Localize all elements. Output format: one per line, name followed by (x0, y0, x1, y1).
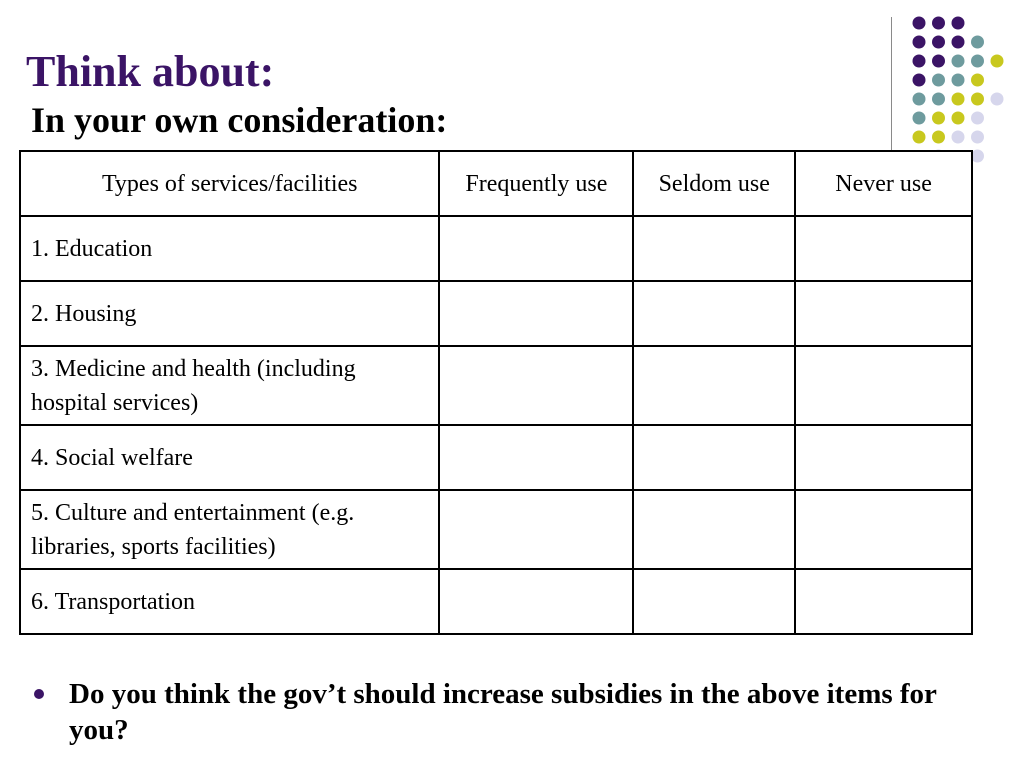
cell-frequently-use (439, 569, 633, 634)
header-never-use: Never use (795, 151, 972, 216)
decorative-dot (952, 112, 965, 125)
table-row (20, 569, 972, 634)
slide-title: Think about: (26, 47, 275, 96)
decorative-dot (952, 131, 965, 144)
bullet-point-icon (34, 689, 44, 699)
decorative-dot (913, 74, 926, 87)
decorative-dot (913, 112, 926, 125)
table-row (20, 281, 972, 346)
cell-frequently-use (439, 216, 633, 281)
cell-seldom-use (633, 490, 795, 569)
row-item-housing: 2. Housing (20, 281, 439, 346)
decorative-dot (932, 74, 945, 87)
decorative-dot (971, 74, 984, 87)
row-item-education: 1. Education (20, 216, 439, 281)
decorative-dot (991, 55, 1004, 68)
table-row (20, 216, 972, 281)
decorative-dot (913, 55, 926, 68)
cell-frequently-use (439, 281, 633, 346)
cell-seldom-use (633, 569, 795, 634)
header-types-of-services: Types of services/facilities (20, 151, 439, 216)
decorative-dot (952, 93, 965, 106)
decorative-dot (971, 131, 984, 144)
cell-seldom-use (633, 216, 795, 281)
decorative-dot (952, 74, 965, 87)
cell-seldom-use (633, 281, 795, 346)
cell-frequently-use (439, 490, 633, 569)
cell-never-use (795, 425, 972, 490)
cell-seldom-use (633, 425, 795, 490)
header-frequently-use: Frequently use (439, 151, 633, 216)
decorative-dot (932, 17, 945, 30)
decorative-dot (952, 17, 965, 30)
decorative-dot-cluster (900, 0, 1024, 170)
table-row (20, 490, 972, 569)
decorative-dot (913, 17, 926, 30)
cell-never-use (795, 346, 972, 425)
row-item-culture-and-entertainment: 5. Culture and entertainment (e.g. libraries, sports facilities) (20, 490, 439, 569)
row-item-transportation: 6. Transportation (20, 569, 439, 634)
cell-never-use (795, 216, 972, 281)
decorative-dot (971, 55, 984, 68)
cell-frequently-use (439, 425, 633, 490)
decorative-dot (971, 36, 984, 49)
slide-subtitle: In your own consideration: (31, 100, 448, 140)
decorative-dot (952, 55, 965, 68)
decorative-dot (971, 112, 984, 125)
decorative-dot (913, 131, 926, 144)
decorative-dot (932, 55, 945, 68)
row-item-social-welfare: 4. Social welfare (20, 425, 439, 490)
decorative-dot (913, 36, 926, 49)
decorative-dot (971, 93, 984, 106)
cell-frequently-use (439, 346, 633, 425)
decorative-dot (952, 36, 965, 49)
table-row (20, 346, 972, 425)
question-text: Do you think the gov’t should increase subsidies in the above items for you? (69, 678, 937, 746)
cell-never-use (795, 569, 972, 634)
services-usage-table (19, 150, 973, 635)
table-header-row (20, 151, 972, 216)
header-seldom-use: Seldom use (633, 151, 795, 216)
cell-never-use (795, 490, 972, 569)
row-item-medicine-and-health: 3. Medicine and health (including hospital services) (20, 346, 439, 425)
decorative-dot (932, 112, 945, 125)
cell-never-use (795, 281, 972, 346)
cell-seldom-use (633, 346, 795, 425)
table-row (20, 425, 972, 490)
decorative-dot (932, 36, 945, 49)
question-bullet-item (34, 676, 994, 748)
decorative-dot (932, 93, 945, 106)
decorative-dot (913, 93, 926, 106)
decorative-dot (932, 131, 945, 144)
decorative-dot (991, 93, 1004, 106)
